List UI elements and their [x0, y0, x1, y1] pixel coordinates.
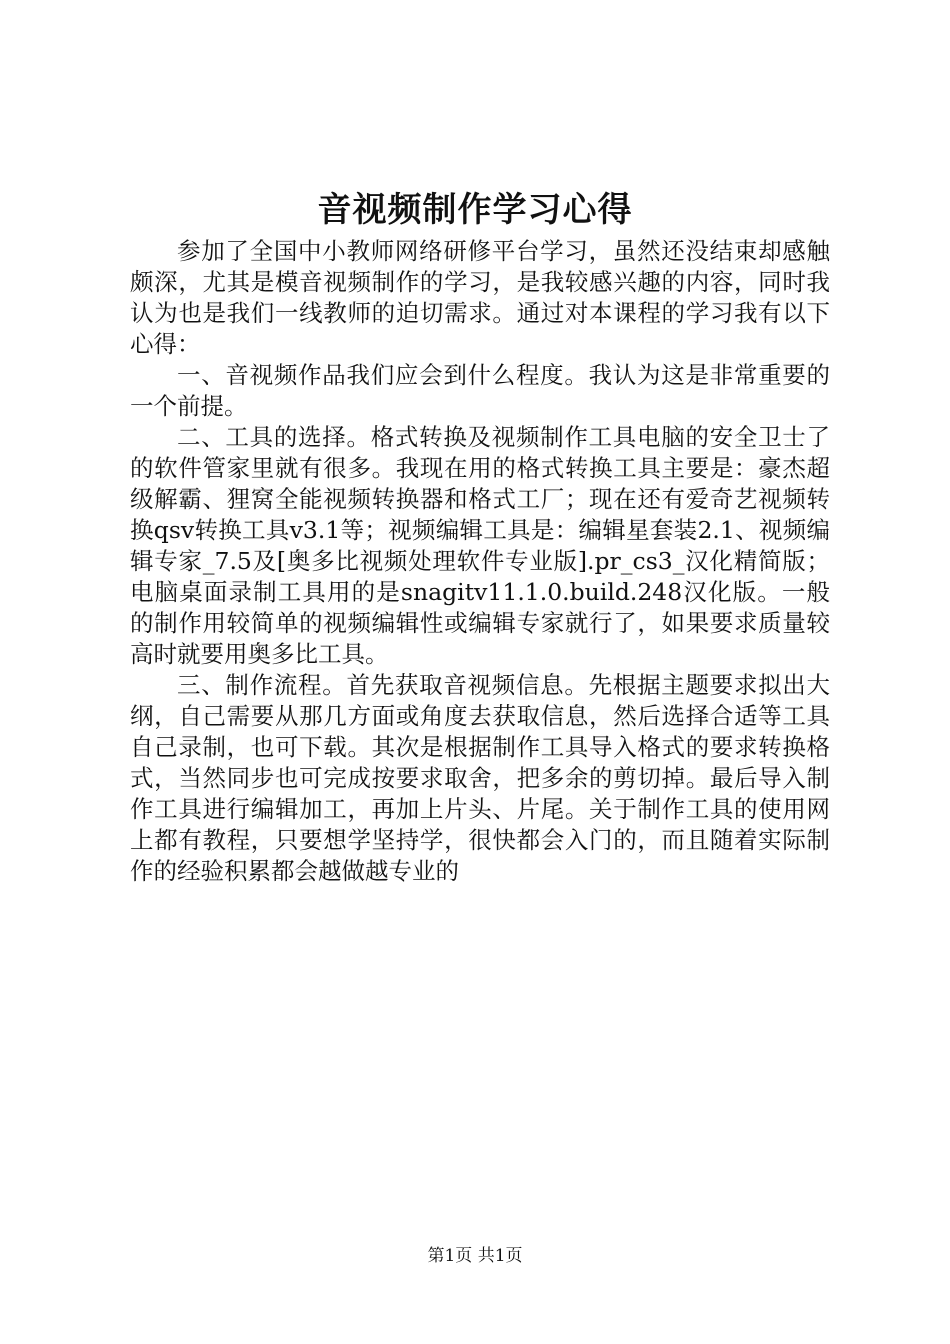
paragraph-section-3: 三、制作流程。首先获取音视频信息。先根据主题要求拟出大纲，自己需要从那几方面或角度去获取信息，然后选择合适等工具自己录制，也可下载。其次是根据制作工具导入格式的要求转换格式，当然同步也可完成按要求取舍，把多余的剪切掉。最后导入制作工具进行编辑加工，再加上片头、片尾。关于制作工具的使用网上都有教程，只要想学坚持学，很快都会入门的，而且随着实际制作的经验积累都会越做越专业的 — [130, 671, 830, 885]
document-title: 音视频制作学习心得 — [317, 190, 633, 230]
paragraph-intro: 参加了全国中小教师网络研修平台学习，虽然还没结束却感触颇深，尤其是模音视频制作的学习，是我较感兴趣的内容，同时我认为也是我们一线教师的迫切需求。通过对本课程的学习我有以下心得： — [130, 237, 830, 358]
document-body — [130, 236, 830, 887]
paragraph-section-2: 二、工具的选择。格式转换及视频制作工具电脑的安全卫士了的软件管家里就有很多。我现在用的格式转换工具主要是：豪杰超级解霸、狸窝全能视频转换器和格式工厂；现在还有爱奇艺视频转换qsv转换工具v3.1等；视频编辑工具是：编辑星套装2.1、视频编辑专家_7.5及[奥多比视频处理软件专业版].pr_cs3_汉化精简版；电脑桌面录制工具用的是snagitv11.1.0.build.248汉化版。一般的制作用较简单的视频编辑性或编辑专家就行了，如果要求质量较高时就要用奥多比工具。 — [130, 423, 830, 668]
paragraph-section-1: 一、音视频作品我们应会到什么程度。我认为这是非常重要的一个前提。 — [130, 361, 830, 420]
page-footer: 第1页 共1页 — [427, 1246, 523, 1266]
